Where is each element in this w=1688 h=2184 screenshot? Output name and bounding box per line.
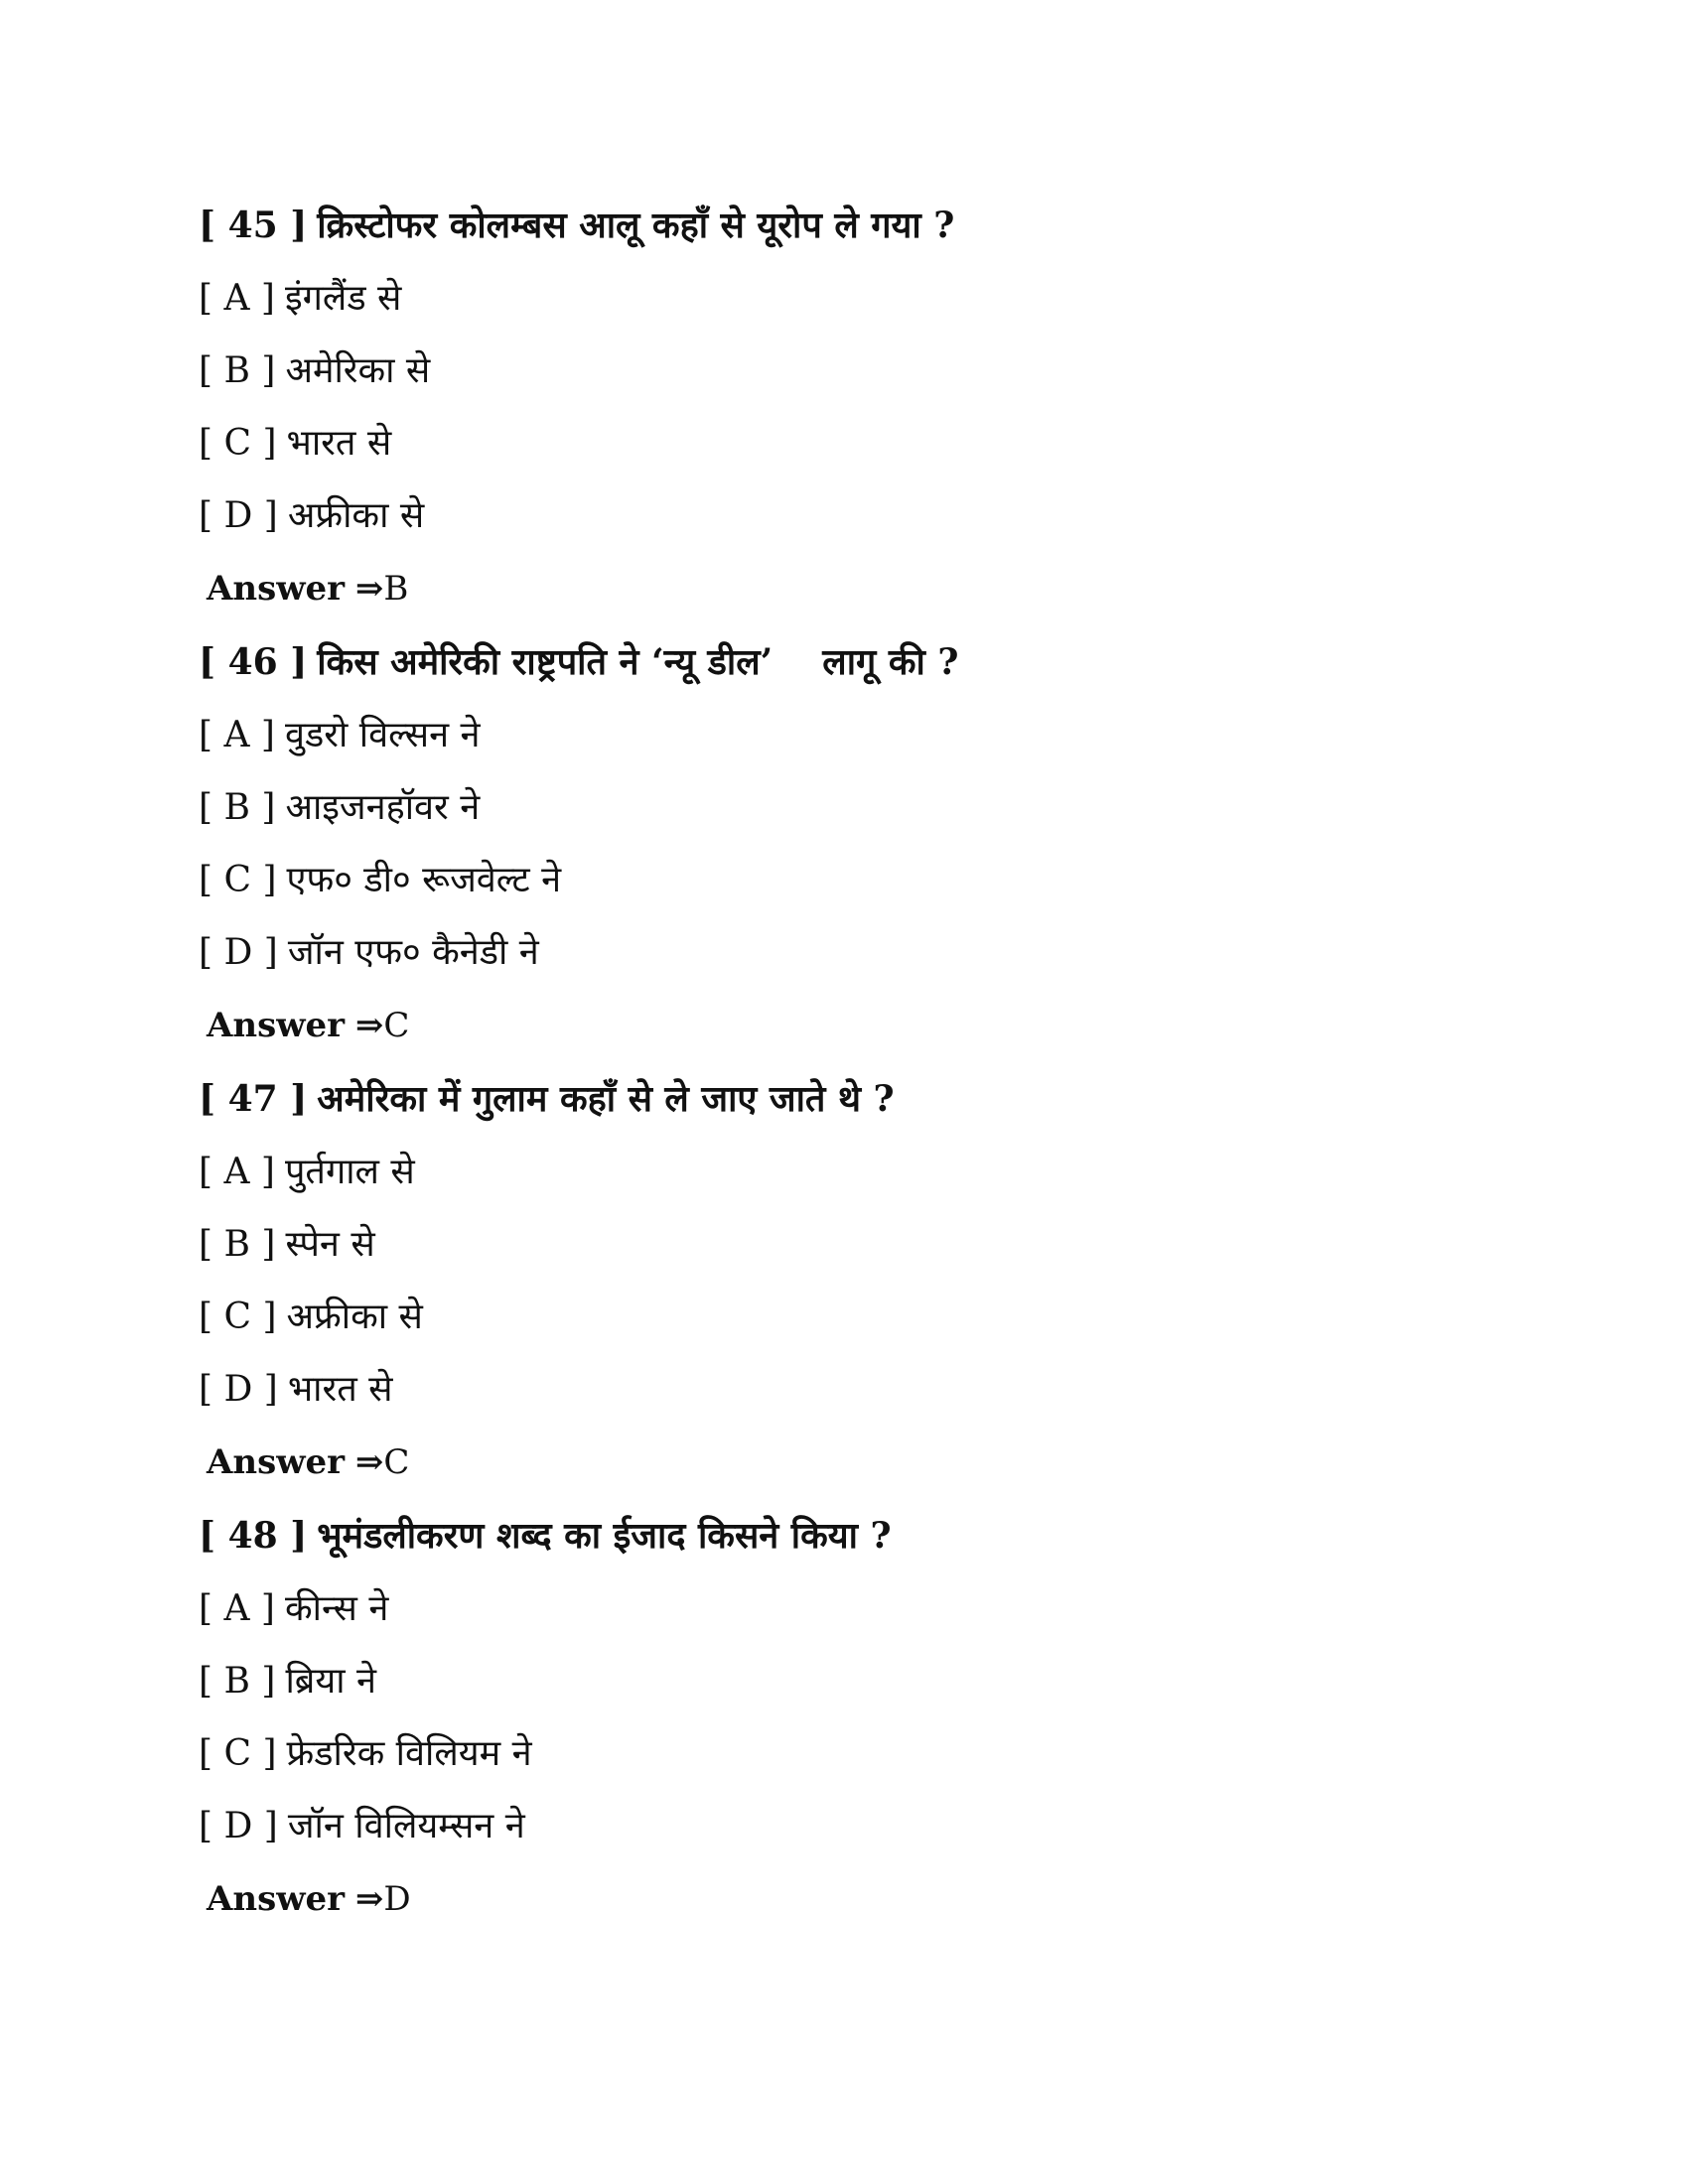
question-text: क्रिस्टोफर कोलम्बस आलू कहाँ से यूरोप ले गया ? (317, 205, 955, 246)
arrow-icon: ⇒ (354, 1006, 384, 1045)
option-label: [ D ] (199, 1806, 278, 1846)
question-text: भूमंडलीकरण शब्द का ईजाद किसने किया ? (317, 1515, 892, 1557)
option-label: [ D ] (199, 1369, 278, 1410)
question-47 (199, 1062, 1489, 1136)
option-d (199, 916, 1489, 989)
option-d (199, 1353, 1489, 1426)
option-text: अमेरिका से (285, 350, 431, 391)
question-block-45 (199, 189, 1489, 625)
option-text: भारत से (287, 1369, 393, 1410)
option-label: [ B ] (199, 1661, 276, 1702)
option-label: [ D ] (199, 932, 278, 973)
arrow-icon: ⇒ (354, 1442, 384, 1482)
option-label: [ C ] (199, 423, 277, 464)
option-c (199, 1281, 1489, 1353)
answer-label: Answer (207, 1442, 346, 1482)
option-label: [ A ] (199, 1588, 275, 1629)
option-a (199, 262, 1489, 335)
answer-label: Answer (207, 1879, 346, 1919)
option-c (199, 844, 1489, 916)
option-text: अफ्रीका से (287, 495, 425, 536)
question-48 (199, 1499, 1489, 1572)
answer-value: B (383, 569, 409, 609)
option-label: [ C ] (199, 860, 277, 900)
option-text: कीन्स ने (284, 1588, 389, 1629)
option-b (199, 771, 1489, 844)
question-block-47 (199, 1062, 1489, 1499)
answer-label: Answer (207, 1006, 346, 1045)
arrow-icon: ⇒ (354, 569, 384, 609)
option-text: स्पेन से (285, 1224, 375, 1265)
option-text: आइजनहॉवर ने (285, 787, 481, 828)
answer-value: C (383, 1006, 410, 1045)
option-text: जॉन विलियम्सन ने (287, 1806, 525, 1846)
answer-value: C (383, 1442, 410, 1482)
option-text: पुर्तगाल से (284, 1152, 415, 1192)
option-label: [ A ] (199, 1152, 275, 1192)
answer-value: D (383, 1879, 411, 1919)
question-block-48 (199, 1499, 1489, 1936)
answer-line (199, 1862, 1489, 1936)
answer-label: Answer (207, 569, 346, 609)
question-46 (199, 625, 1489, 699)
question-text: अमेरिका में गुलाम कहाँ से ले जाए जाते थे ? (317, 1078, 895, 1120)
question-number: [ 46 ] (199, 641, 308, 683)
option-text: जॉन एफ० कैनेडी ने (287, 932, 539, 973)
option-text: एफ० डी० रूजवेल्ट ने (286, 860, 562, 900)
option-d (199, 1790, 1489, 1862)
option-a (199, 699, 1489, 771)
option-b (199, 1645, 1489, 1717)
option-c (199, 407, 1489, 479)
option-text: इंगलैंड से (284, 278, 402, 319)
answer-line (199, 989, 1489, 1062)
arrow-icon: ⇒ (354, 1879, 384, 1919)
option-label: [ B ] (199, 787, 276, 828)
option-label: [ A ] (199, 278, 275, 319)
option-label: [ D ] (199, 495, 278, 536)
option-a (199, 1572, 1489, 1645)
question-number: [ 45 ] (199, 205, 308, 246)
option-c (199, 1717, 1489, 1790)
option-text: ब्रिया ने (285, 1661, 376, 1702)
option-d (199, 479, 1489, 552)
option-b (199, 1208, 1489, 1281)
option-label: [ C ] (199, 1297, 277, 1337)
question-block-46 (199, 625, 1489, 1062)
option-a (199, 1136, 1489, 1208)
option-label: [ A ] (199, 715, 275, 755)
option-text: अफ्रीका से (286, 1297, 423, 1337)
answer-line (199, 552, 1489, 625)
option-text: वुडरो विल्सन ने (284, 715, 481, 755)
option-label: [ C ] (199, 1733, 277, 1774)
question-number: [ 47 ] (199, 1078, 308, 1120)
option-label: [ B ] (199, 350, 276, 391)
option-b (199, 335, 1489, 407)
option-label: [ B ] (199, 1224, 276, 1265)
answer-line (199, 1426, 1489, 1499)
question-text: किस अमेरिकी राष्ट्रपति ने ‘न्यू डील’ लागू की ? (317, 641, 959, 683)
question-45 (199, 189, 1489, 262)
option-text: फ्रेडरिक विलियम ने (286, 1733, 532, 1774)
question-number: [ 48 ] (199, 1515, 308, 1557)
question-page (199, 189, 1489, 1936)
option-text: भारत से (286, 423, 392, 464)
